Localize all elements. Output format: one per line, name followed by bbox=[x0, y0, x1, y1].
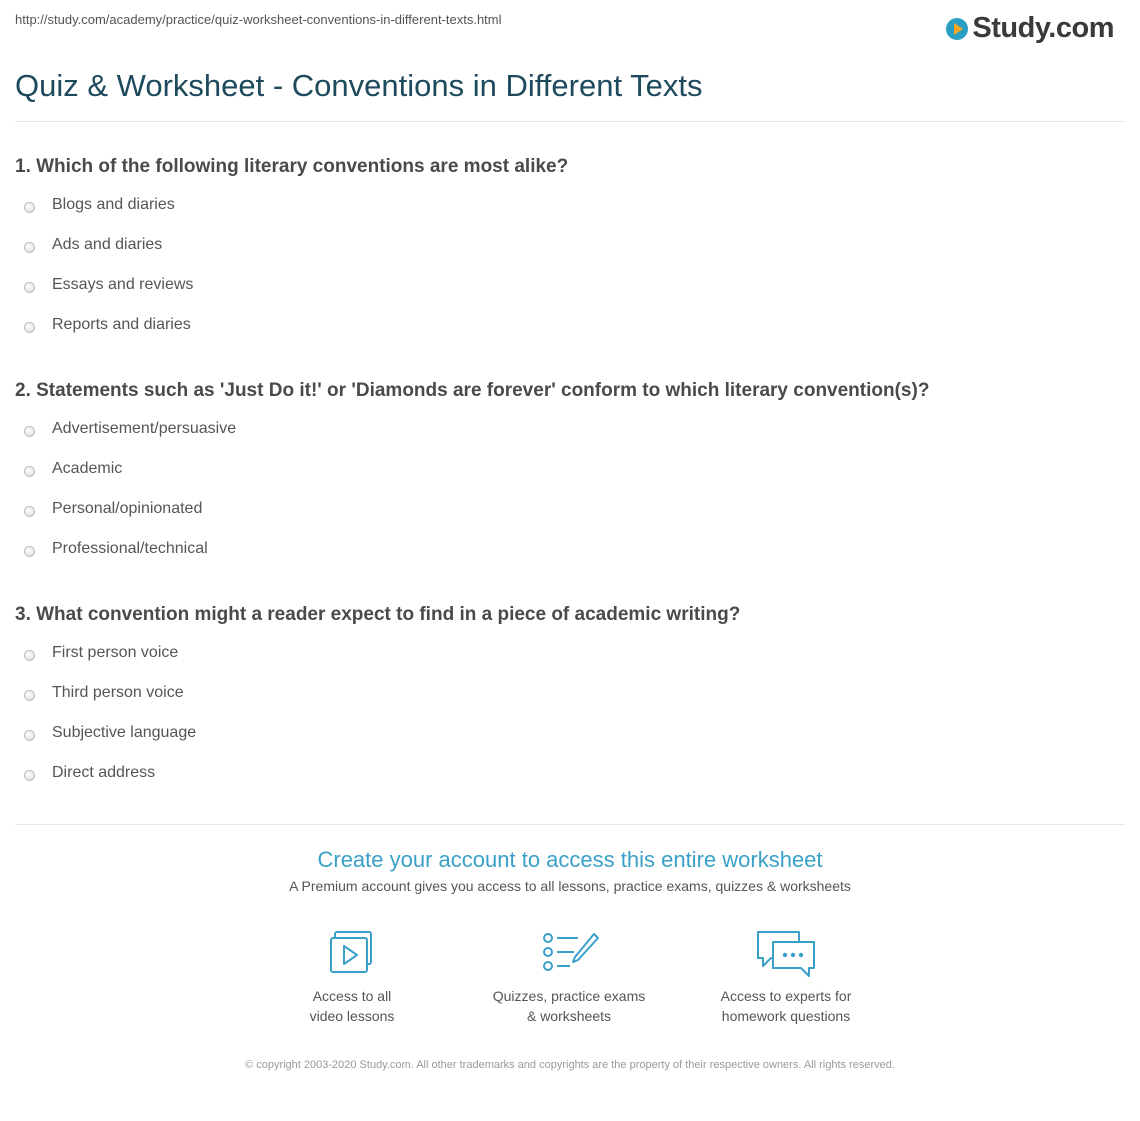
answer-option[interactable] bbox=[15, 420, 1125, 460]
feature-video-lessons bbox=[252, 928, 452, 1026]
feature-quizzes bbox=[469, 928, 669, 1026]
radio-button-icon[interactable] bbox=[24, 650, 35, 661]
radio-button-icon[interactable] bbox=[24, 770, 35, 781]
feature-label: Access to experts for homework questions bbox=[720, 988, 852, 1024]
create-account-link[interactable]: Create your account to access this entire worksheet bbox=[317, 847, 823, 872]
option-label: Essays and reviews bbox=[52, 276, 194, 293]
title-divider bbox=[15, 121, 1125, 122]
radio-button-icon[interactable] bbox=[24, 690, 35, 701]
copyright-footer: © copyright 2003-2020 Study.com. All other trademarks and copyrights are the property of their respective owners. All rights reserved. bbox=[245, 1059, 895, 1071]
answer-option[interactable] bbox=[15, 500, 1125, 540]
radio-button-icon[interactable] bbox=[24, 426, 35, 437]
top-bar bbox=[15, 10, 1125, 46]
option-label: Reports and diaries bbox=[52, 316, 191, 333]
option-label: Third person voice bbox=[52, 684, 184, 701]
cta-divider bbox=[15, 824, 1125, 825]
feature-label: Access to all video lessons bbox=[309, 988, 395, 1024]
video-lessons-icon bbox=[321, 928, 383, 978]
radio-button-icon[interactable] bbox=[24, 506, 35, 517]
answer-options bbox=[15, 196, 1125, 356]
option-label: Ads and diaries bbox=[52, 236, 163, 253]
page-url: http://study.com/academy/practice/quiz-worksheet-conventions-in-different-texts.html bbox=[15, 12, 502, 27]
question-1 bbox=[15, 154, 1125, 356]
option-label: Academic bbox=[52, 460, 123, 477]
answer-option[interactable] bbox=[15, 316, 1125, 356]
answer-options bbox=[15, 644, 1125, 804]
question-text: 1. Which of the following literary conventions are most alike? bbox=[15, 156, 569, 177]
option-label: Subjective language bbox=[52, 724, 197, 741]
radio-button-icon[interactable] bbox=[24, 730, 35, 741]
page-title: Quiz & Worksheet - Conventions in Different Texts bbox=[15, 68, 703, 103]
option-label: Professional/technical bbox=[52, 540, 208, 557]
study-logo[interactable] bbox=[946, 12, 1114, 45]
chat-bubbles-icon bbox=[755, 928, 817, 978]
study-logo-text: Study.com bbox=[972, 12, 1114, 44]
option-label: Blogs and diaries bbox=[52, 196, 175, 213]
radio-button-icon[interactable] bbox=[24, 282, 35, 293]
option-label: Advertisement/persuasive bbox=[52, 420, 237, 437]
radio-button-icon[interactable] bbox=[24, 242, 35, 253]
question-3 bbox=[15, 602, 1125, 804]
radio-button-icon[interactable] bbox=[24, 202, 35, 213]
premium-cta bbox=[0, 846, 1140, 894]
answer-option[interactable] bbox=[15, 276, 1125, 316]
answer-options bbox=[15, 420, 1125, 580]
feature-experts bbox=[686, 928, 886, 1026]
feature-label: Quizzes, practice exams & worksheets bbox=[492, 988, 646, 1024]
answer-option[interactable] bbox=[15, 196, 1125, 236]
radio-button-icon[interactable] bbox=[24, 546, 35, 557]
answer-option[interactable] bbox=[15, 460, 1125, 500]
radio-button-icon[interactable] bbox=[24, 466, 35, 477]
answer-option[interactable] bbox=[15, 684, 1125, 724]
answer-option[interactable] bbox=[15, 540, 1125, 580]
radio-button-icon[interactable] bbox=[24, 322, 35, 333]
question-text: 2. Statements such as 'Just Do it!' or 'Diamonds are forever' conform to which literary convention(s)? bbox=[15, 380, 930, 401]
option-label: Personal/opinionated bbox=[52, 500, 203, 517]
question-text: 3. What convention might a reader expect to find in a piece of academic writing? bbox=[15, 604, 741, 625]
answer-option[interactable] bbox=[15, 764, 1125, 804]
answer-option[interactable] bbox=[15, 724, 1125, 764]
answer-option[interactable] bbox=[15, 236, 1125, 276]
option-label: Direct address bbox=[52, 764, 156, 781]
quiz-checklist-icon bbox=[538, 928, 600, 978]
cta-subtitle: A Premium account gives you access to all lessons, practice exams, quizzes & worksheets bbox=[289, 878, 851, 894]
answer-option[interactable] bbox=[15, 644, 1125, 684]
question-2 bbox=[15, 378, 1125, 580]
option-label: First person voice bbox=[52, 644, 179, 661]
study-logo-icon bbox=[946, 18, 968, 40]
